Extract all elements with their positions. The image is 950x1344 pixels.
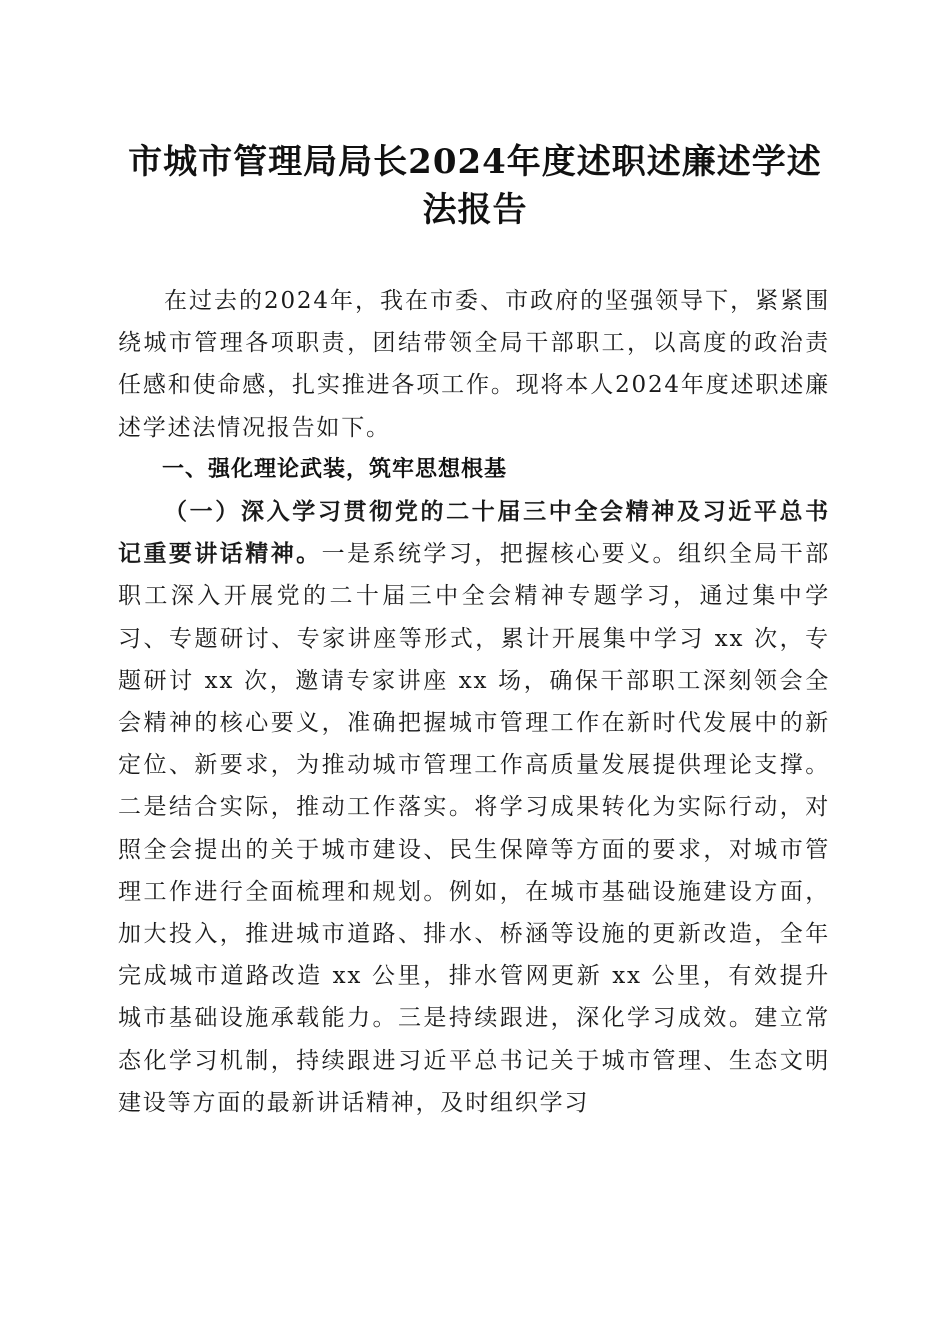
- subsection-body-1: 一是系统学习，把握核心要义。组织全局干部职工深入开展党的二十届三中全会精神专题学习，通过集中学习、专题研讨、专家讲座等形式，累计开展集中学习 xx 次，专题研讨 xx 次，邀请专家讲座 xx 场，确保干部职工深刻领会全会精神的核心要义，准确把握城市管理工作在新时代发展中的新定位、新要求，为推动城市管理工作高质量发展提供理论支撑。二是结合实际，推动工作落实。将学习成果转化为实际行动，对照全会提出的关于城市建设、民生保障等方面的要求，对城市管理工作进行全面梳理和规划。例如，在城市基础设施建设方面，加大投入，推进城市道路、排水、桥涵等设施的更新改造，全年完成城市道路改造 xx 公里，排水管网更新 xx 公里，有效提升城市基础设施承载能力。三是持续跟进，深化学习成效。建立常态化学习机制，持续跟进习近平总书记关于城市管理、生态文明建设等方面的最新讲话精神，及时组织学习: [118, 541, 831, 1116]
- section-heading-1: 一、强化理论武装，筑牢思想根基: [162, 456, 508, 482]
- intro-paragraph: 在过去的2024年，我在市委、市政府的坚强领导下，紧紧围绕城市管理各项职责，团结带领全局干部职工，以高度的政治责任感和使命感，扎实推进各项工作。现将本人2024年度述职述廉述学述法情况报告如下。: [118, 288, 830, 441]
- section-1-paragraph: [118, 491, 830, 1124]
- document-body: [118, 280, 830, 1124]
- subsection-title-1: （一）深入学习贯彻党的二十届三中全会精神及习近平总书记重要讲话精神。: [118, 498, 830, 568]
- document-title: 市城市管理局局长2024年度述职述廉述学述法报告: [128, 142, 822, 230]
